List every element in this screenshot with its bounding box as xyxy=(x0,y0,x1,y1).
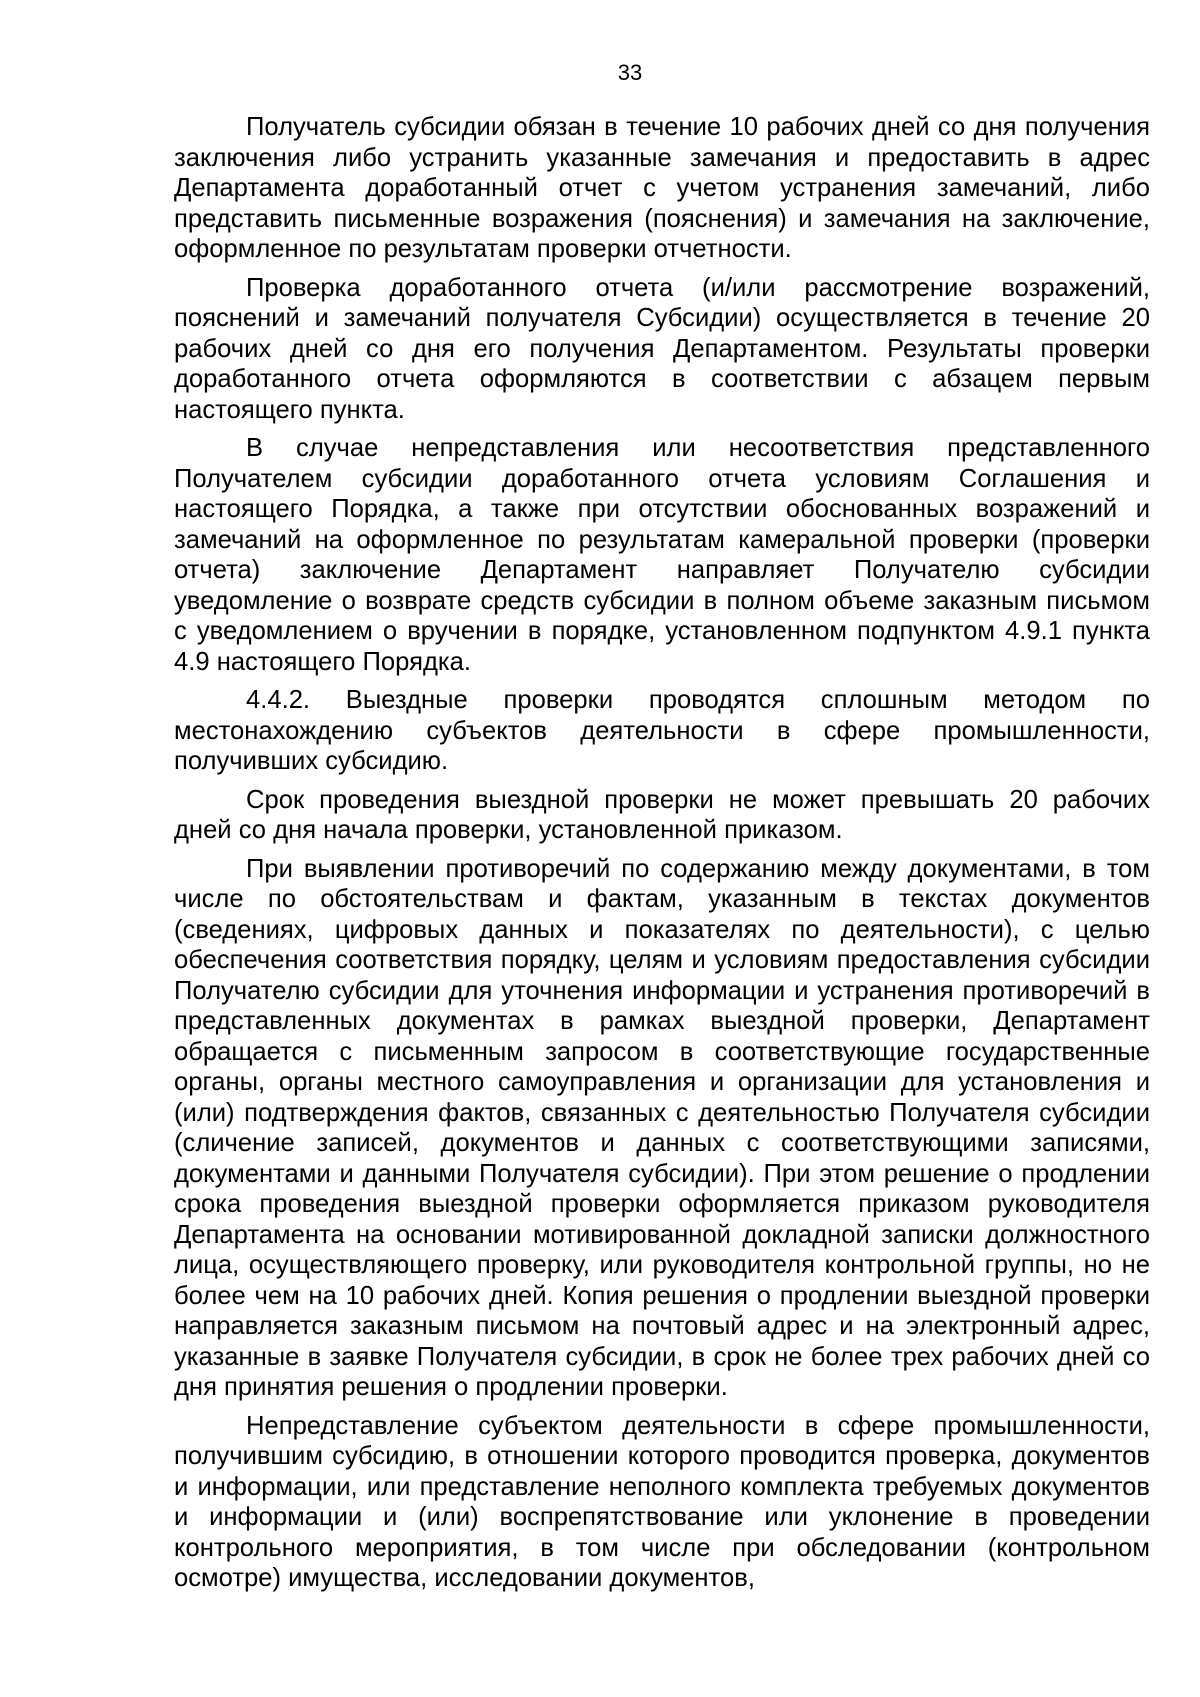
paragraph-7: Непредставление субъектом деятельности в сфере промышленности, получившим субсидию, в отношении которого проводится проверка, документов и информации, или представление неполного комплекта требуемых документов и информации и (или) воспрепятствование или уклонение в проведении контрольного мероприятия, в том числе при обследовании (контрольном осмотре) имущества, исследовании документов, xyxy=(174,1411,1150,1592)
paragraph-5: Срок проведения выездной проверки не может превышать 20 рабочих дней со дня начала проверки, установленной приказом. xyxy=(174,785,1150,844)
page-number: 33 xyxy=(617,60,643,85)
paragraph-6: При выявлении противоречий по содержанию между документами, в том числе по обстоятельствам и фактам, указанным в текстах документов (сведениях, цифровых данных и показателях по деятельности), с целью обеспечения соответствия порядку, целям и условиям предоставления субсидии Получателю субсидии для уточнения информации и устранения противоречий в представленных документах в рамках выездной проверки, Департамент обращается с письменным запросом в соответствующие государственные органы, органы местного самоуправления и организации для установления и (или) подтверждения фактов, связанных с деятельностью Получателя субсидии (сличение записей, документов и данных с соответствующими записями, документами и данными Получателя субсидии). При этом решение о продлении срока проведения выездной проверки оформляется приказом руководителя Департамента на основании мотивированной докладной записки должностного лица, осуществляющего проверку, или руководителя контрольной группы, но не более чем на 10 рабочих дней. Копия решения о продлении выездной проверки направляется заказным письмом на почтовый адрес и на электронный адрес, указанные в заявке Получателя субсидии, в срок не более трех рабочих дней со дня принятия решения о продлении проверки. xyxy=(174,854,1150,1401)
paragraph-1: Получатель субсидии обязан в течение 10 рабочих дней со дня получения заключения либо устранить указанные замечания и предоставить в адрес Департамента доработанный отчет с учетом устранения замечаний, либо представить письменные возражения (пояснения) и замечания на заключение, оформленное по результатам проверки отчетности. xyxy=(174,113,1150,263)
document-body xyxy=(174,112,1150,1602)
paragraph-3: В случае непредставления или несоответствия представленного Получателем субсидии доработанного отчета условиям Соглашения и настоящего Порядка, а также при отсутствии обоснованных возражений и замечаний на оформленное по результатам камеральной проверки (проверки отчета) заключение Департамент направляет Получателю субсидии уведомление о возврате средств субсидии в полном объеме заказным письмом с уведомлением о вручении в порядке, установленном подпунктом 4.9.1 пункта 4.9 настоящего Порядка. xyxy=(174,434,1150,676)
paragraph-2: Проверка доработанного отчета (и/или рассмотрение возражений, пояснений и замечаний получателя Субсидии) осуществляется в течение 20 рабочих дней со дня его получения Департаментом. Результаты проверки доработанного отчета оформляются в соответствии с абзацем первым настоящего пункта. xyxy=(174,273,1150,424)
paragraph-4: 4.4.2. Выездные проверки проводятся сплошным методом по местонахождению субъектов деятельности в сфере промышленности, получивших субсидию. xyxy=(174,686,1150,775)
